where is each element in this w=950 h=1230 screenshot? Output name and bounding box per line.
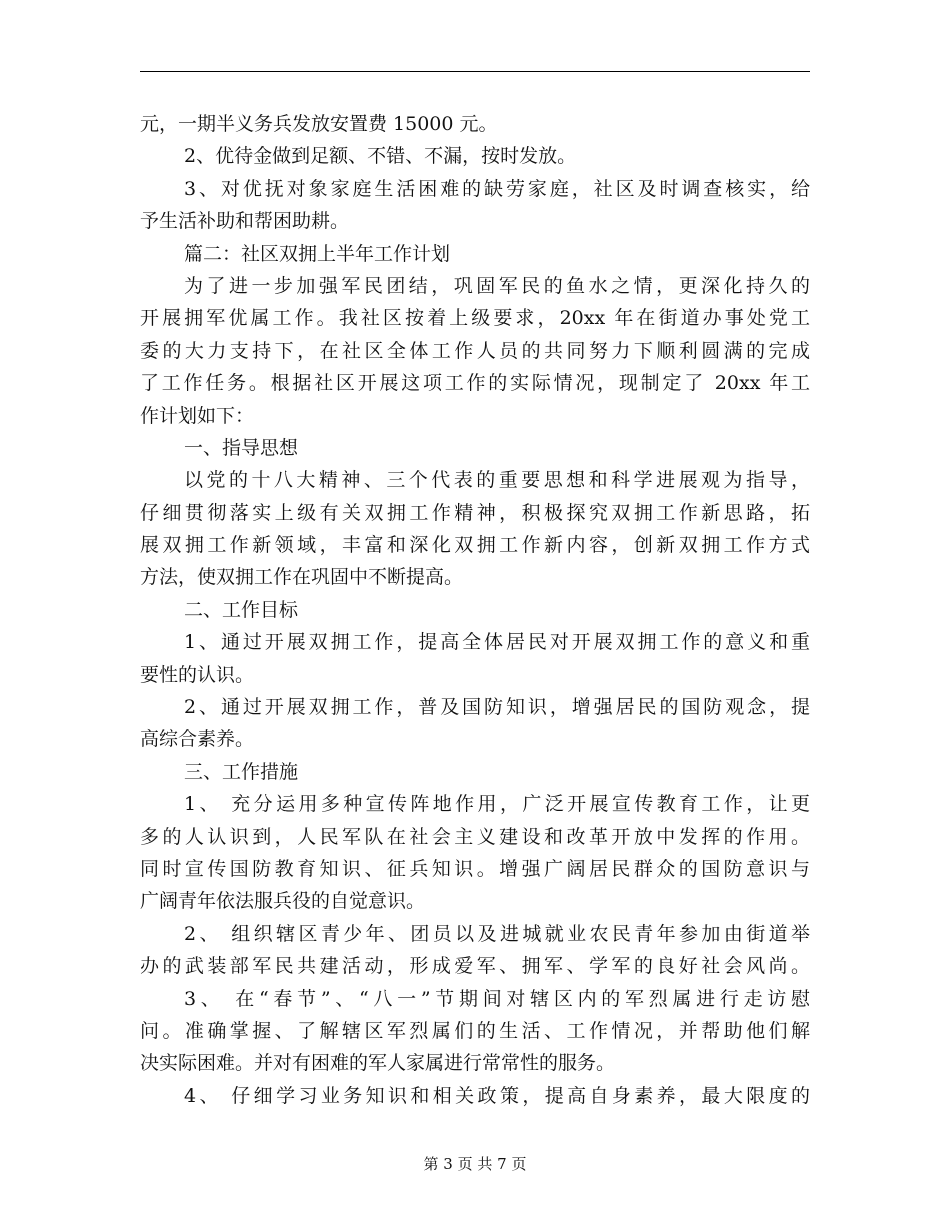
- text-line: 方法，使双拥工作在巩固中不断提高。: [140, 566, 464, 589]
- text-line: 2、 组织辖区青少年、团员以及进城就业农民青年参加由街道举: [184, 922, 810, 945]
- text-line: 多的人认识到，人民军队在社会主义建设和改革开放中发挥的作用。: [140, 825, 810, 848]
- text-line: 4、 仔细学习业务知识和相关政策，提高自身素养，最大限度的: [184, 1084, 810, 1107]
- text-line: 2、优待金做到足额、不错、不漏，按时发放。: [184, 145, 577, 168]
- text-line: 问。准确掌握、了解辖区军烈属们的生活、工作情况，并帮助他们解: [140, 1019, 810, 1042]
- text-line: 2、通过开展双拥工作，普及国防知识，增强居民的国防观念，提: [184, 696, 810, 719]
- text-line: 开展拥军优属工作。我社区按着上级要求，20xx 年在街道办事处党工: [140, 307, 810, 330]
- text-line: 作计划如下：: [140, 404, 255, 427]
- text-line: 1、 充分运用多种宣传阵地作用，广泛开展宣传教育工作，让更: [184, 793, 810, 816]
- header-rule: [140, 71, 810, 72]
- section-heading: 二、工作目标: [184, 598, 299, 621]
- text-line: 以党的十八大精神、三个代表的重要思想和科学进展观为指导，: [184, 469, 810, 492]
- text-line: 为了进一步加强军民团结，巩固军民的鱼水之情，更深化持久的: [184, 274, 810, 297]
- section-heading: 一、指导思想: [184, 436, 299, 459]
- text-line: 展双拥工作新领域，丰富和深化双拥工作新内容，创新双拥工作方式: [140, 534, 810, 557]
- text-line: 3、 在“春节”、“八一”节期间对辖区内的军烈属进行走访慰: [184, 987, 810, 1010]
- section-heading: 篇二：社区双拥上半年工作计划: [184, 242, 451, 265]
- text-line: 了工作任务。根据社区开展这项工作的实际情况，现制定了 20xx 年工: [140, 372, 810, 395]
- text-line: 元，一期半义务兵发放安置费 15000 元。: [140, 113, 498, 135]
- text-line: 要性的认识。: [140, 663, 255, 686]
- text-line: 同时宣传国防教育知识、征兵知识。增强广阔居民群众的国防意识与: [140, 857, 810, 880]
- page-footer: 第 3 页 共 7 页: [423, 1155, 527, 1173]
- text-line: 高综合素养。: [140, 728, 255, 751]
- text-line: 3、对优抚对象家庭生活困难的缺劳家庭，社区及时调查核实，给: [184, 177, 810, 200]
- text-line: 广阔青年依法服兵役的自觉意识。: [140, 890, 426, 913]
- text-line: 1、通过开展双拥工作，提高全体居民对开展双拥工作的意义和重: [184, 631, 810, 654]
- text-line: 决实际困难。并对有困难的军人家属进行常常性的服务。: [140, 1052, 616, 1075]
- text-line: 委的大力支持下，在社区全体工作人员的共同努力下顺利圆满的完成: [140, 339, 810, 362]
- section-heading: 三、工作措施: [184, 760, 299, 783]
- text-line: 办的武装部军民共建活动，形成爱军、拥军、学军的良好社会风尚。: [140, 955, 810, 978]
- body-text: [140, 108, 810, 1112]
- text-line: 予生活补助和帮困助耕。: [140, 210, 350, 233]
- text-line: 仔细贯彻落实上级有关双拥工作精神，积极探究双拥工作新思路，拓: [140, 501, 810, 524]
